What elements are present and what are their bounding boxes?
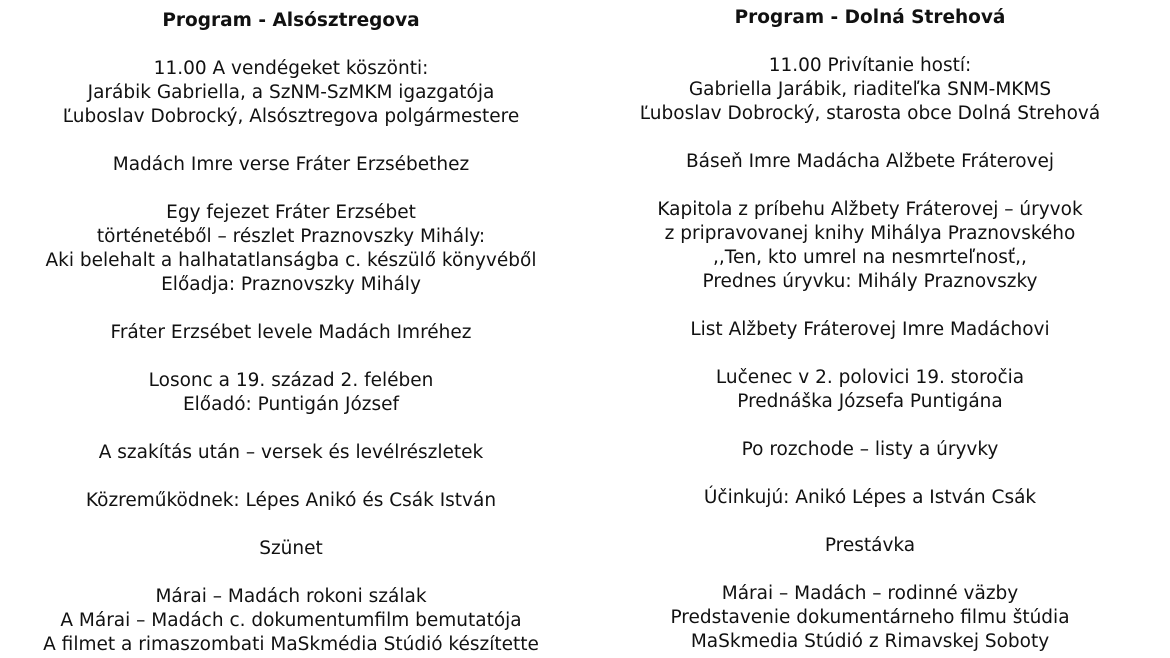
program-item-break — [0, 537, 582, 561]
program-line: Losonc a 19. század 2. felében — [148, 370, 434, 391]
program-line: MaSkmedia Stúdió z Rimavskej Soboty — [690, 631, 1050, 652]
program-line: List Alžbety Fráterovej Imre Madáchovi — [690, 319, 1050, 340]
program-line: Aki belehalt a halhatatlanságba c. készülő könyvéből — [45, 250, 537, 271]
program-line: Prednáška Józsefa Puntigána — [737, 391, 1003, 412]
program-line: Madách Imre verse Fráter Erzsébethez — [112, 154, 470, 175]
program-line: Gabriella Jarábik, riaditeľka SNM-MKMS — [688, 79, 1052, 100]
program-item-lecture — [0, 369, 582, 417]
program-item-break — [620, 534, 1120, 558]
program-item-chapter — [620, 198, 1120, 294]
program-line: Ľuboslav Dobrocký, Alsósztregova polgármestere — [62, 106, 520, 127]
program-line: Szünet — [259, 538, 323, 559]
program-line: Márai – Madách rokoni szálak — [155, 586, 427, 607]
program-line: 11.00 A vendégeket köszönti: — [153, 58, 429, 79]
program-line: A szakítás után – versek és levélrészletek — [98, 442, 484, 463]
program-line: Jarábik Gabriella, a SzNM-SzMKM igazgatója — [87, 82, 495, 103]
program-line: Ľuboslav Dobrocký, starosta obce Dolná Strehová — [639, 103, 1101, 124]
program-item-letter — [0, 321, 582, 345]
program-line: Báseň Imre Madácha Alžbete Fráterovej — [685, 151, 1055, 172]
program-item-breakup — [620, 438, 1120, 462]
program-item-breakup — [0, 441, 582, 465]
program-item-welcome — [620, 54, 1120, 126]
program-line: A Márai – Madách c. dokumentumfilm bemutatója — [60, 610, 522, 631]
program-item-performers — [620, 486, 1120, 510]
program-line: Prednes úryvku: Mihály Praznovszky — [702, 271, 1038, 292]
program-line: Lučenec v 2. polovici 19. storočia — [715, 367, 1025, 388]
program-item-poem — [620, 150, 1120, 174]
program-line: Po rozchode – listy a úryvky — [741, 439, 999, 460]
program-line: z pripravovanej knihy Mihálya Praznovského — [664, 223, 1076, 244]
program-line: Kapitola z príbehu Alžbety Fráterovej – úryvok — [657, 199, 1083, 220]
program-line: A filmet a rimaszombati MaSkmédia Stúdió készítette — [43, 634, 539, 655]
program-line: történetéből – részlet Praznovszky Mihály: — [96, 226, 486, 247]
program-item-poem — [0, 153, 582, 177]
program-title-slovak: Program - Dolná Strehová — [734, 7, 1006, 28]
program-item-letter — [620, 318, 1120, 342]
program-line: Predstavenie dokumentárneho filmu štúdia — [670, 607, 1070, 628]
program-item-performers — [0, 489, 582, 513]
program-line: Účinkujú: Anikó Lépes a István Csák — [703, 487, 1037, 508]
program-item-welcome — [0, 57, 582, 129]
program-title-hungarian: Program - Alsósztregova — [162, 10, 420, 31]
program-line: Márai – Madách – rodinné väzby — [721, 583, 1019, 604]
program-line: Előadó: Puntigán József — [182, 394, 400, 415]
program-item-lecture — [620, 366, 1120, 414]
program-item-film — [620, 582, 1120, 654]
program-line: Közreműködnek: Lépes Anikó és Csák István — [85, 490, 497, 511]
program-line: ,,Ten, kto umrel na nesmrteľnosť,, — [713, 247, 1027, 268]
program-line: Egy fejezet Fráter Erzsébet — [166, 202, 416, 223]
program-line: 11.00 Privítanie hostí: — [768, 55, 972, 76]
program-line: Prestávka — [824, 535, 916, 556]
program-line: Fráter Erzsébet levele Madách Imréhez — [110, 322, 472, 343]
program-item-film — [0, 585, 582, 657]
program-line: Előadja: Praznovszky Mihály — [161, 274, 421, 295]
program-item-chapter — [0, 201, 582, 297]
